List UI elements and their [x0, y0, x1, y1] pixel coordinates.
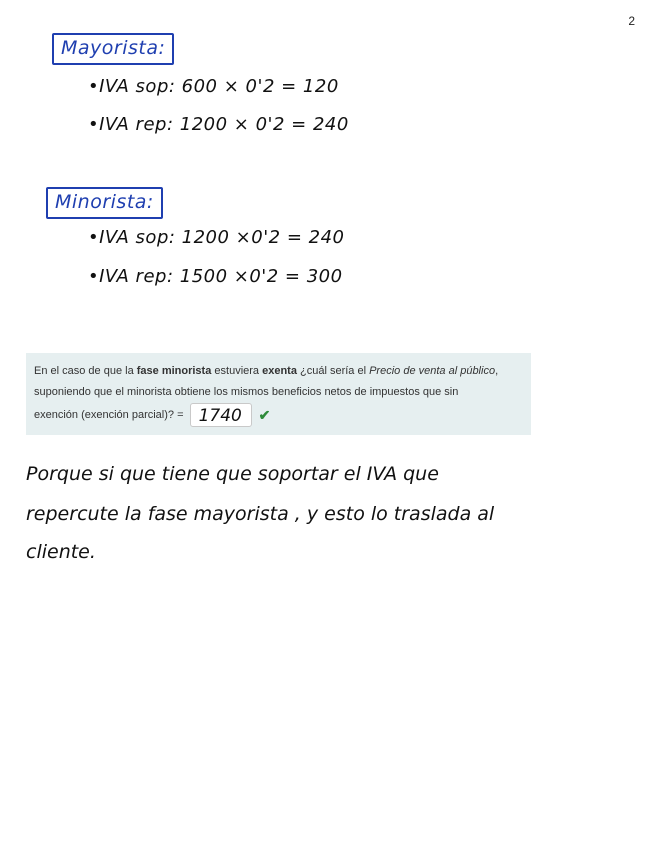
quiz-bold-fase-minorista: fase minorista	[136, 365, 212, 377]
minorista-iva-repercutido: •IVA rep: 1500 ×0'2 = 300	[88, 266, 343, 287]
quiz-text: ¿cuál sería el	[296, 365, 370, 377]
quiz-question-line-3	[34, 403, 526, 427]
page-number: 2	[628, 14, 635, 28]
mayorista-heading: Mayorista:	[52, 33, 174, 65]
quiz-text: ,	[495, 365, 499, 377]
quiz-question-line-1	[34, 361, 526, 382]
explanation-line-3: cliente.	[26, 541, 96, 563]
quiz-italic-pvp: Precio de venta al público	[369, 365, 496, 377]
quiz-question-box	[26, 353, 531, 435]
answer-input[interactable]: 1740	[190, 403, 252, 427]
quiz-text: En el caso de que la	[34, 365, 137, 377]
minorista-heading: Minorista:	[46, 187, 163, 219]
mayorista-iva-repercutido: •IVA rep: 1200 × 0'2 = 240	[88, 114, 349, 135]
quiz-text: estuviera	[211, 365, 263, 377]
minorista-iva-soportado: •IVA sop: 1200 ×0'2 = 240	[88, 227, 345, 248]
check-icon: ✔	[258, 406, 271, 423]
explanation-line-1: Porque si que tiene que soportar el IVA que	[26, 463, 439, 485]
quiz-text: exención (exención parcial)? =	[34, 408, 184, 421]
quiz-bold-exenta: exenta	[262, 365, 297, 377]
mayorista-iva-soportado: •IVA sop: 600 × 0'2 = 120	[88, 76, 339, 97]
quiz-question-line-2: suponiendo que el minorista obtiene los mismos beneficios netos de impuestos que sin	[34, 386, 459, 398]
explanation-line-2: repercute la fase mayorista , y esto lo traslada al	[26, 503, 495, 525]
